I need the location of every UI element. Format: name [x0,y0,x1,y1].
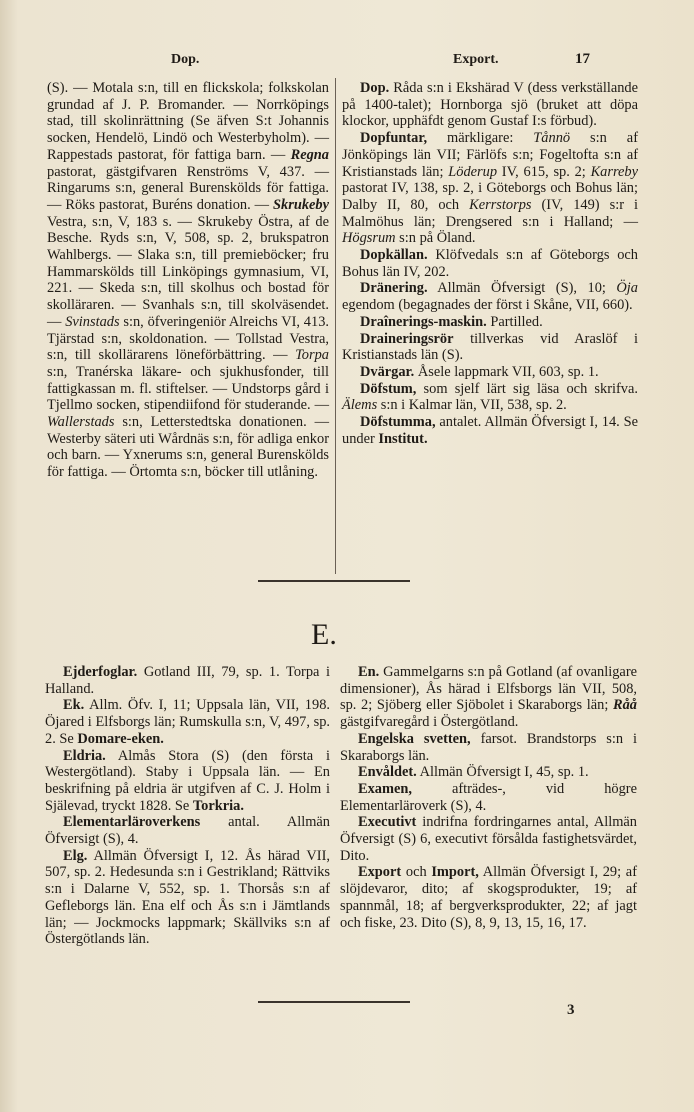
emphasized-term: Ejderfoglar. [63,664,138,680]
column-bottom-left [45,664,330,948]
emphasized-term: Export [358,864,402,881]
text-run: Partilled. [486,313,543,330]
text-run: (IV, 149) s:r i Malmöhus län; Drengsered s:n i Halland; — [342,196,638,230]
index-entry [342,331,638,364]
text-run: Allmän Öfversigt I, 45, sp. 1. [416,764,589,781]
emphasized-term: Döfstumma, [360,414,436,431]
text-run: Klöfvedals s:n af Göteborgs och Bohus län IV, 202. [342,247,638,280]
emphasized-term: En. [358,664,380,680]
text-run: s:n, Tranérska läkare- och sjukhusfonder, till fattigkassan m. fl. stiftelser. — Undstorps gård i Tjellmo socken, stipendiifond för studerande. — [47,363,329,414]
index-entry [45,814,330,847]
text-run: och [401,864,432,881]
emphasized-term: Elementarläroverkens [63,814,201,831]
emphasized-term: Älems [342,397,378,414]
index-entry [340,781,637,814]
emphasized-term: Examen, [358,780,412,797]
text-run: (S). — Motala s:n, till en flickskola; folkskolan grundad af J. P. Bromander. — Norrköpings stad, till skolinrättning (Se äfven S:t Johannis socken, Hendelö, Lindö och Westerbyholm). — Rappestads pastorat, för fattiga barn. — [47,80,329,163]
index-entry [342,364,638,381]
emphasized-term: Elg. [63,847,88,864]
emphasized-term: Kerrstorps [469,196,532,213]
emphasized-term: Import, [431,864,479,881]
text-run: farsot. Brandstorps s:n i Skaraborgs län. [340,730,637,764]
text-run: Allmän Öfversigt I, 29; af slöjdevaror, dito; af skogsprodukter, 19; af spannmål, 18; af bergverksprodukter, 22; af jagt och fiske, 23. Dito (S), 8, 9, 13, 15, 16, 17. [340,864,637,931]
column-divider [335,78,336,574]
emphasized-term: Dränering. [360,280,428,297]
index-entry [340,764,637,781]
index-entry [45,848,330,948]
emphasized-term: Ek. [63,697,85,714]
emphasized-term: Tånnö [533,130,571,147]
emphasized-term: Eldria. [63,747,106,764]
page-number: 17 [575,51,590,67]
index-entry [342,381,638,414]
index-entry [45,664,330,697]
text-run: indrifna fordringarnes antal, Allmän Öfversigt (S) 6, executivt försålda fastighetsvärdet, Dito. [340,814,637,864]
text-run: antalet. Allmän Öfversigt I, 14. Se under [342,414,638,447]
index-entry [340,731,637,764]
emphasized-term: Wallerstads [47,414,115,431]
text-run: egendom (begagnades der först i Skåne, VII, 660). [342,297,633,314]
text-run: tillverkas vid Araslöf i Kristianstads län (S). [342,330,638,364]
emphasized-term: Högsrum [342,230,396,247]
index-entry [342,414,638,447]
emphasized-term: Svinstads [65,313,120,330]
index-entry [340,664,637,731]
column-bottom-right [340,664,637,931]
index-entry [342,80,638,130]
emphasized-term: Dopfuntar, [360,130,428,147]
emphasized-term: Öja [616,280,638,297]
text-run: s:n af Jönköpings län VII; Färlöfs s:n; Fogeltofta s:n af Kristianstads län; [342,130,638,180]
emphasized-term: Råå [613,697,637,714]
running-header [0,52,694,70]
emphasized-term: Torpa [295,347,329,364]
entry-paragraph [47,80,329,481]
emphasized-term: Karreby [590,163,639,180]
emphasized-term: Draineringsrör [360,330,454,347]
emphasized-term: Torkria. [192,797,244,814]
emphasized-term: Dvärgar. [360,363,415,380]
text-run: Almås Stora (S) (den första i Westergötland). Staby i Uppsala län. — En beskrifning på eldria är utgifven af C. J. Holm i Själevad, tryckt 1828. Se [45,747,330,814]
emphasized-term: Envåldet. [358,764,417,781]
text-run: s:n, öfveringeniör Alreichs VI, 413. Tjärstad s:n, skoldonation. — Tollstad Vestra, s:n, till skollärarens löneförbättring. — [47,313,329,364]
section-letter: E. [311,618,337,651]
emphasized-term: Dopkällan. [360,247,428,264]
emphasized-term: Skrukeby [273,196,329,213]
text-run: Allmän Öfversigt I, 12. Ås härad VII, 507, sp. 2. Hedesunda s:n i Gestrikland; Rättviks s:n i Dalarne V, 552, sp. 1. Thorsås s:n af Gefleborgs län. Ena elf och Ås s:n i Jämtlands län; — Jockmocks lappmark; Skällviks s:n af Östergötlands län. [45,847,330,948]
text-run: afträdes-, vid högre Elementarläroverk (S), 4. [340,780,637,814]
emphasized-term: Draînerings-maskin. [360,313,487,330]
text-run: s:n, Letterstedtska donationen. — Westerby säteri uti Wårdnäs s:n, för adliga enkor och barn. — Yxnerums s:n, general Burenskölds för fattiga. — Örtomta s:n, böcker till utlåning. [47,414,329,481]
text-run: s:n på Öland. [395,230,476,247]
emphasized-term: Executivt [358,814,417,831]
index-entry [342,247,638,280]
section-rule-top [258,580,410,582]
column-top-left [47,80,329,481]
header-right-word: Export. [453,52,499,67]
text-run: som sjelf lärt sig läsa och skrifva. [416,380,638,397]
text-run: Råda s:n i Ekshärad V (dess verkställande på 1400-talet); Hornborga sjö (bruket att döpa klockor, upphäfdt genom Gustaf I:s förbud). [342,80,638,130]
text-run: Gammelgarns s:n på Gotland (af ovanligare dimensioner), Ås härad i Elfsborgs län VII, 508, sp. 2; Sjöberg eller Sjöbolet i Skaraborgs län; [340,664,637,714]
emphasized-term: Dop. [360,80,390,96]
emphasized-term: Institut. [378,430,428,447]
text-run: pastorat IV, 138, sp. 2, i Göteborgs och Bohus län; Dalby II, 80, och [342,180,638,213]
text-run: Gotland III, 79, sp. 1. Torpa i Halland. [45,664,330,697]
text-run: gästgifvaregård i Östergötland. [340,714,519,731]
index-entry [342,130,638,247]
text-run: Vestra, s:n, V, 183 s. — Skrukeby Östra, af de Besche. Ryds s:n, V, 508, sp. 2, brukspatron Wahlbergs. — Slaka s:n, till premieböcker; fru Hammarskölds till Linköpings gymnasium, VI, 221. — Skeda s:n, till skolhus och bostad för skolläraren. — Svanhals s:n, till skolväsendet. — [47,213,329,330]
emphasized-term: Regna [290,146,329,163]
index-entry [340,864,637,931]
text-run: pastorat, gästgifvaren Renströms V, 437. — Ringarums s:n, general Burenskölds för fattiga. — Röks pastorat, Buréns donation. — [47,163,329,213]
text-run: Allmän Öfversigt (S), 10; [427,280,617,297]
text-run: antal. Allmän Öfversigt (S), 4. [45,814,330,848]
index-entry [342,280,638,313]
signature-mark: 3 [567,1002,575,1018]
emphasized-term: Engelska svetten, [358,730,471,747]
text-run: Allm. Öfv. I, 11; Uppsala län, VII, 198. Öjared i Elfsborgs län; Rumskulla s:n, V, 497, sp. 2. Se [45,697,330,747]
header-left-word: Dop. [171,52,200,67]
column-top-right [342,80,638,447]
emphasized-term: Döfstum, [360,380,417,397]
index-entry [340,814,637,864]
index-entry [45,697,330,747]
index-entry [45,748,330,815]
section-rule-bottom [258,1001,410,1003]
index-entry [342,314,638,331]
text-run: Åsele lappmark VII, 603, sp. 1. [414,363,599,380]
text-run: IV, 615, sp. 2; [497,163,591,180]
text-run: s:n i Kalmar län, VII, 538, sp. 2. [377,397,567,414]
text-run: märkligare: [427,130,534,147]
emphasized-term: Domare-eken. [77,730,164,747]
emphasized-term: Löderup [448,163,498,180]
